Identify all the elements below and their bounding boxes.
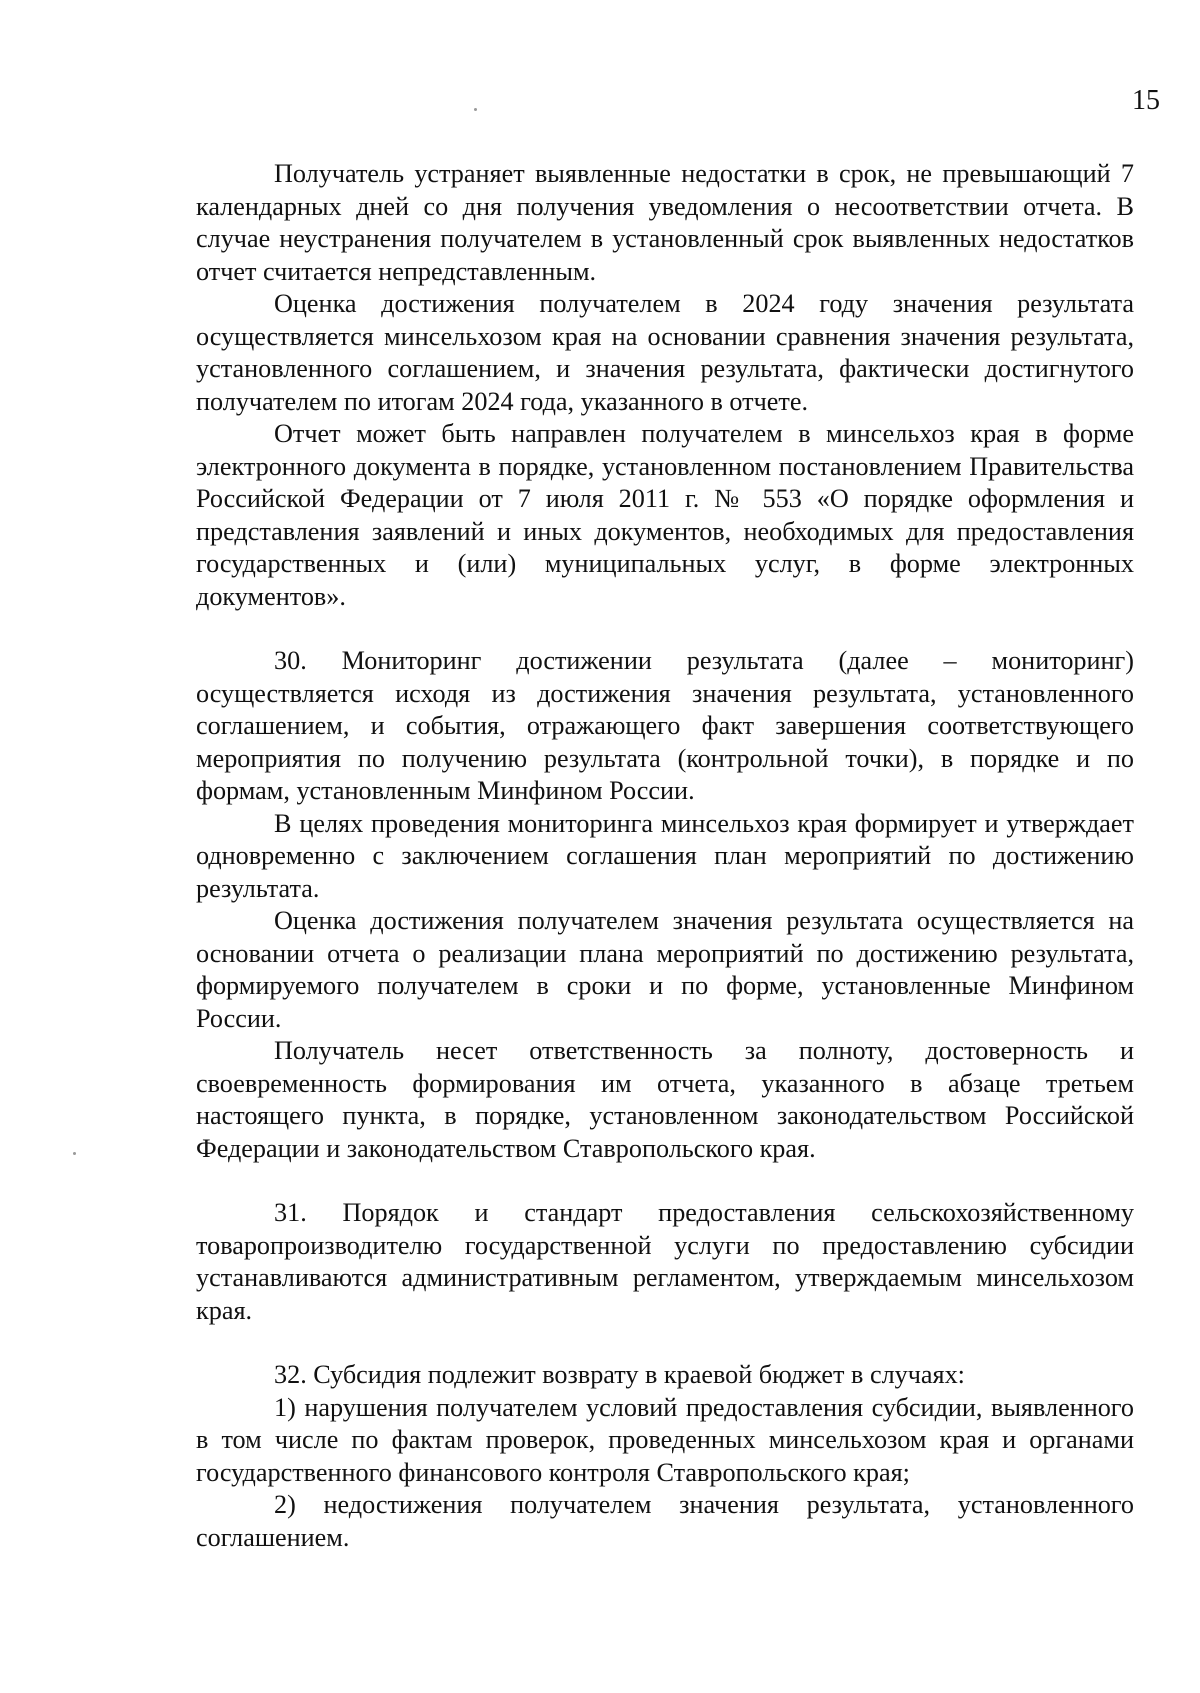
paragraph: Оценка достижения получателем значения результата осуществляется на основании отчета о реализации плана мероприятий по достижению результата, формируемого получателем в сроки и по форме, установленные Минфином России. — [196, 906, 1134, 1033]
paragraph-item-31: 31. Порядок и стандарт предоставления сельскохозяйственному товаропроизводителю государственной услуги по предоставлению субсидии устанавливаются административным регламентом, утверждаемым минсельхозом края. — [196, 1198, 1134, 1325]
paragraph: Получатель устраняет выявленные недостатки в срок, не превышающий 7 календарных дней со дня получения уведомления о несоответствии отчета. В случае неустранения получателем в установленный срок выявленных недостатков отчет считается непредставленным. — [196, 159, 1134, 286]
body-text — [196, 158, 1134, 1554]
list-item: 2) недостижения получателем значения результата, установленного соглашением. — [196, 1490, 1134, 1552]
paragraph: Отчет может быть направлен получателем в минсельхоз края в форме электронного документа в порядке, установленном постановлением Правительства Российской Федерации от 7 июля 2011 г. № 553 «О порядке оформления и представления заявлений и иных документов, необходимых для предоставления государственных и (или) муниципальных услуг, в форме электронных документов». — [196, 419, 1134, 611]
scan-speck — [474, 108, 477, 111]
scan-speck — [73, 1152, 76, 1155]
page-number: 15 — [1132, 85, 1160, 116]
paragraph-item-30: 30. Мониторинг достижении результата (далее – мониторинг) осуществляется исходя из достижения значения результата, установленного соглашением, и события, отражающего факт завершения соответствующего мероприятия по получению результата (контрольной точки), в порядке и по формам, установленным Минфином России. — [196, 646, 1134, 805]
paragraph: Оценка достижения получателем в 2024 году значения результата осуществляется минсельхозом края на основании сравнения значения результата, установленного соглашением, и значения результата, фактически достигнутого получателем по итогам 2024 года, указанного в отчете. — [196, 289, 1134, 416]
paragraph: В целях проведения мониторинга минсельхоз края формирует и утверждает одновременно с заключением соглашения план мероприятий по достижению результата. — [196, 808, 1134, 903]
paragraph-item-32: 32. Субсидия подлежит возврату в краевой бюджет в случаях: — [274, 1360, 965, 1389]
paragraph: Получатель несет ответственность за полноту, достоверность и своевременность формирования им отчета, указанного в абзаце третьем настоящего пункта, в порядке, установленном законодательством Российской Федерации и законодательством Ставропольского края. — [196, 1036, 1134, 1163]
list-item: 1) нарушения получателем условий предоставления субсидии, выявленного в том числе по фактам проверок, проведенных минсельхозом края и органами государственного финансового контроля Ставропольского края; — [196, 1392, 1134, 1487]
